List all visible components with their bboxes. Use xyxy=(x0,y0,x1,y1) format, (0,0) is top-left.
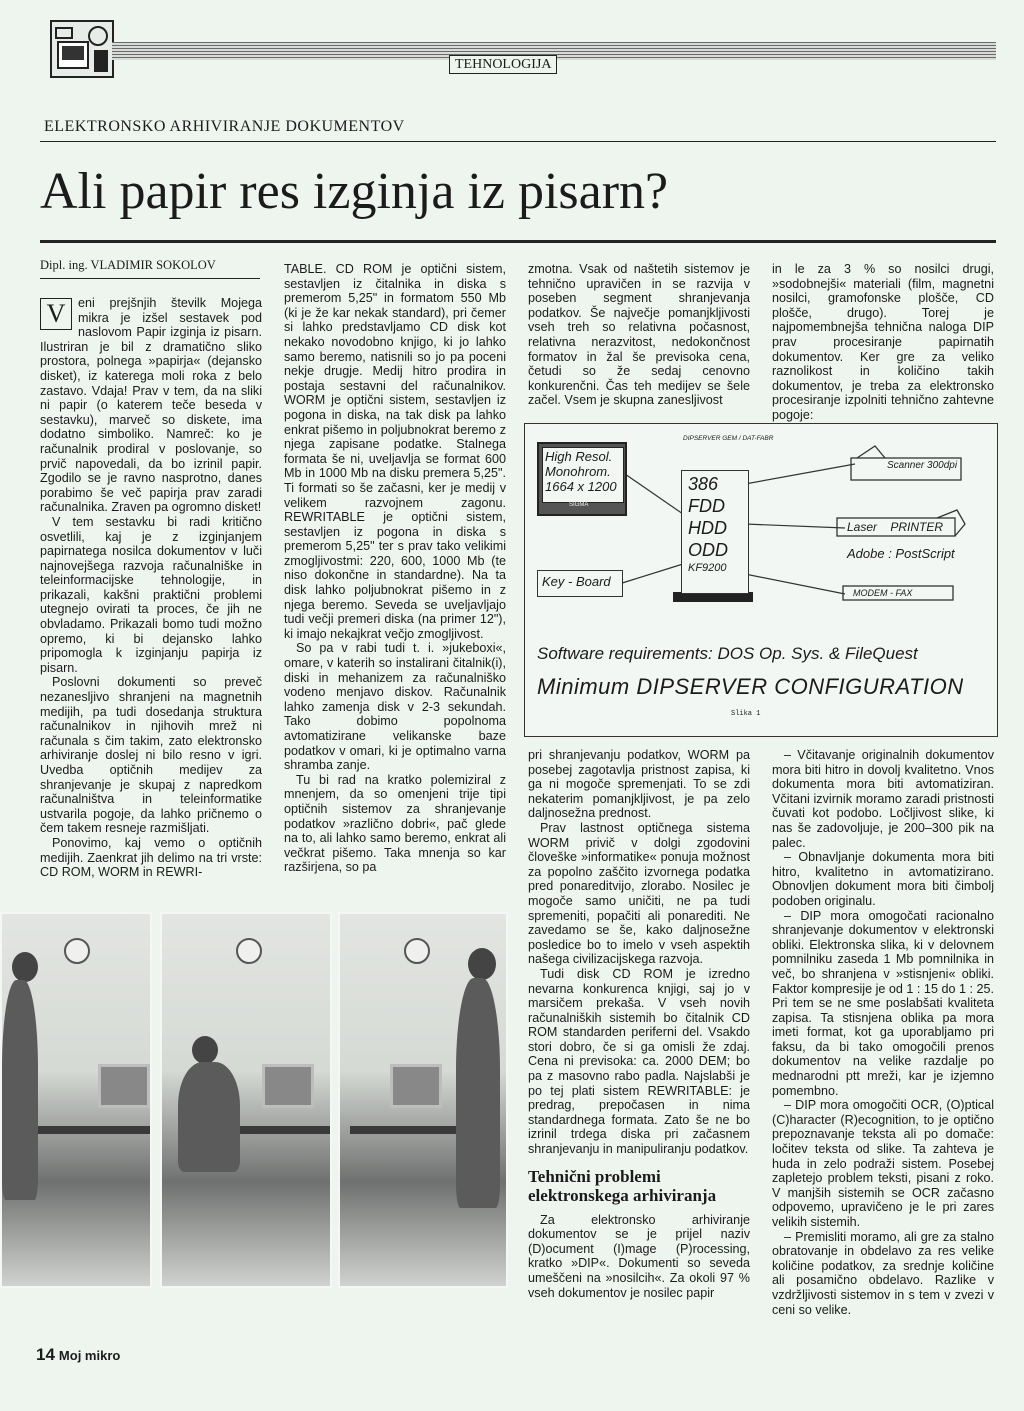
photo-sequence xyxy=(0,912,504,1284)
paragraph: So pa v rabi tudi t. i. »jukeboxi«, omare, v katerih so instalirani čitalnik(i), diski in mehanizem za računalniško vodeno menjavo diskov. Računalnik lahko zamenja disk v 2-3 sekundah. Tako dobimo popolnoma avtomatizirane velikanske baze podatkov v omari, ki je optimalno varna shramba zanje. xyxy=(284,641,506,773)
paragraph: – Obnavljanje dokumenta mora biti hitro, kvalitetno in avtomatizirano. Obnovljen dokument mora biti čimbolj podoben originalu. xyxy=(772,850,994,908)
standing-woman xyxy=(2,980,38,1200)
figure-dipserver-configuration xyxy=(524,423,998,737)
minimum-configuration: Minimum DIPSERVER CONFIGURATION xyxy=(537,674,964,699)
paragraph: V tem sestavku bi radi kritično osvetlili, kaj je z izginjanjem papirnatega nosilca dokumentov v luči najnovejšega razvoja računalniške in teleinformacijske tehnologije, in prikazali, kakšni praktični problemi utegnejo ovirati ta proces, če jih ne obvladamo. Prikazali bomo tudi možno opremo, ki bi dejansko lahko pripomogla k izginjanju papirja iz pisarn. xyxy=(40,514,262,675)
paragraph: pri shranjevanju podatkov, WORM pa posebej zagotavlja pristnost zapisa, ki ga ni mogoče spremenjati. To se zdi nekaterim pomanjkljivost, je pa zelo daljnosežna prednost. xyxy=(528,748,750,821)
paragraph: Ponovimo, kaj vemo o optičnih medijih. Zaenkrat jih delimo na tri vrste: CD ROM, WORM in REWRI- xyxy=(40,835,262,880)
standing-woman xyxy=(456,978,500,1208)
screen-brand: SIGMA xyxy=(569,502,589,508)
paragraph: Prav lastnost optičnega sistema WORM privič v dolgi zgodovini človeške »informatike« ponuja možnost za popolno zaščito izvornega podatka pred ponareditvijo, zlorabo. Nosilec je mogoče samo uničiti, ne pa tudi spremeniti, popačiti ali ponarediti. Ne zavedamo se še, kako daljnosežne posledice bo to imelo v vseh aspektih našega civilizacijskega razvoja. xyxy=(528,820,750,967)
byline: Dipl. ing. VLADIMIR SOKOLOV xyxy=(40,258,216,272)
magazine-name: Moj mikro xyxy=(58,1348,121,1363)
photo-panel-3 xyxy=(338,912,508,1288)
figure-caption: Slika 1 xyxy=(731,710,761,718)
photo-panel-1 xyxy=(0,912,152,1288)
screen-spec-line: 1664 x 1200 xyxy=(545,479,617,494)
laser-label: Laser PRINTER xyxy=(847,520,944,534)
pc-spec-line: FDD xyxy=(688,496,725,516)
paragraph: TABLE. CD ROM je optični sistem, sestavljen iz čitalnika in diska s premerom 5,25" in formatom 550 Mb (ki je že kar nekak standard), pri čemer si lahko predstavljamo CD disk kot nekako novodobno knjigo, ki jo lahko samo beremo, natisnili so jo pa poceni nekje drugje. Medij hitro prodira in postaja sestavni del računalnikov. WORM je optični sistem, sestavljen iz pogona in diska, na tak disk pa lahko enkrat pišemo in poljubnokrat beremo z njega zapisane podatke. Stalnega formata še ni, uveljavlja se format 600 Mb in 1000 Mb na disku premera 5,25". Ti formati so še začasni, ker je medij v velikem razvojnem zagonu. REWRITABLE je optični sistem, sestavljen iz pogona in diska s premerom 5,25" ter s prav tako velikimi zmogljivostmi: 220, 600, 1000 Mb (te niso dokončne in standardne). Na ta disk lahko poljubnokrat pišemo in z njega beremo. Seveda se uveljavljajo tudi večji premeri diska (na primer 12"), ki imajo nekajkrat večjo zmogljivost. xyxy=(284,262,506,641)
screen-box xyxy=(537,442,627,516)
clock-icon xyxy=(404,938,430,964)
paragraph: Za elektronsko arhiviranje dokumentov se je prijel naziv (D)ocument (I)mage (P)rocessing, kratko »DIP«. Dokumenti so seveda umeščeni na »nosilcih«. Za okoli 97 % vseh dokumentov je nosilec papir xyxy=(528,1212,750,1300)
drop-cap: V xyxy=(40,298,72,330)
paragraph: Poslovni dokumenti so preveč nezanesljivo shranjeni na magnetnih medijih, pa tudi dosedanja struktura računalnikov in njihovih mrež ni računala s čim takim, zato elektronsko arhiviranje doslej ni bilo resno v igri. Uvedba optičnih medijev za shranjevanje je skupaj z napredkom računalništva in teleinformatike ustvarila pogoje, da lahko pričnemo o čem takem resneje razmišljati. xyxy=(40,675,262,836)
byline-rule xyxy=(40,278,260,279)
scanner-label: Scanner 300dpi xyxy=(887,460,958,471)
pc-spec-line: 386 xyxy=(688,474,719,494)
pc-box xyxy=(681,470,749,594)
paragraph: V eni prejšnjih številk Mojega mikra je izšel sestavek pod naslovom Papir izginja iz pisarn. Ilustriran je bil z dramatično sliko prostora, polnega »papirja« (dejansko disket), iz katerega moli roka z belo zastavo. Vdaja! Prav v tem, da na sliki ni papir (o katerem teče beseda v sestavku), marveč so diskete, ima dodatno simboliko. Namreč: ko je računalnik prodiral v poslovanje, so prvič napovedali, da bo izrinil papir. Zgodilo se je ravno nasprotno, danes porabimo še več papirja prav zaradi računalnika. Zraven pa ogromno disket! xyxy=(40,296,262,515)
screen-spec-line: Monohrom. xyxy=(545,464,611,479)
photo-panel-2 xyxy=(160,912,332,1288)
clock-icon xyxy=(64,938,90,964)
clock-icon xyxy=(236,938,262,964)
paragraph: Tu bi rad na kratko polemiziral z mnenjem, da so omenjeni trije tipi optičnih sistemov za shranjevanje podatkov »različno dobri«, pač glede na to, ali lahko samo beremo, enkrat ali večkrat pišemo. Taka mnenja so kar razširjena, so pa xyxy=(284,772,506,875)
paragraph: Tudi disk CD ROM je izredno nevarna konkurenca knjigi, saj jo v marsičem prekaša. V vseh novih računalniških sistemih bo čitalnik CD ROM standarden periferni del. Vsakdo stori dobro, če si ga omisli že zdaj. Cena ni previsoka: ca. 2000 DEM; bo pa z masovno rabo padla. Najslabši je po tej plati sistem REWRITABLE: je predrag, prepočasen in nima standardnega formata. Zato še ne bo izrinil trdega diska pri začasnem shranjevanju in manipuliranju podatkov. xyxy=(528,966,750,1157)
software-requirements: Software requirements: DOS Op. Sys. & FileQuest xyxy=(537,644,918,663)
adobe-label: Adobe : PostScript xyxy=(847,546,955,561)
pc-spec-line: ODD xyxy=(688,540,728,560)
page-footer xyxy=(36,1345,120,1365)
column-3-top xyxy=(528,262,750,408)
paragraph: – Premisliti moramo, ali gre za stalno obratovanje in obdelavo za res velike količine podatkov, za srednje količine ali posamično obdelavo. Razlike v vzdržljivosti sistemov in s tem v zvezi v ceni so velike. xyxy=(772,1229,994,1317)
column-3-bottom xyxy=(528,748,750,1300)
kicker-rule xyxy=(40,141,996,142)
paragraph: – DIP mora omogočati racionalno shranjevanje dokumentov v elektronski obliki. Elektronska slika, ki v delovnem pomnilniku zaseda 1 Mb pomnilnika in več, bo shranjena v »stisnjeni« obliki. Faktor kompresije je od 1 : 15 do 1 : 25. Pri tem se ne sme poslabšati kvaliteta zapisa. Ta stisnjena oblika pa mora imeti format, kot ga uporabljamo pri faksu, da bi tako omogočili prenos dokumentov na velike razdalje po mednarodni ptt mreži, kar je izjemno pomembno. xyxy=(772,908,994,1098)
seated-woman xyxy=(178,1062,240,1172)
column-4-bottom xyxy=(772,748,994,1317)
subheading: Tehnični problemi elektronskega arhiviranja xyxy=(528,1166,717,1205)
kicker: ELEKTRONSKO ARHIVIRANJE DOKUMENTOV xyxy=(44,118,405,135)
column-2 xyxy=(284,262,506,875)
screen-spec-line: High Resol. xyxy=(545,449,613,464)
diagram-label-top: DIPSERVER GEM / DAT-FABR xyxy=(683,435,774,442)
section-label: TEHNOLOGIJA xyxy=(449,55,557,74)
paragraph: in le za 3 % so nosilci drugi, »sodobnejši« materiali (film, magnetni nosilci, gramofonske plošče, CD plošče, drugo). Torej je najpomembnejša tehnična naloga DIP prav procesiranje papirnatih dokumentov. Ker gre za veliko raznolikost in količino takih dokumentov, je treba za elektronsko procesiranje izpolniti tehnično zahtevne pogoje: xyxy=(772,262,994,422)
column-1 xyxy=(40,296,262,880)
paragraph: – Včitavanje originalnih dokumentov mora biti hitro in dovolj kvalitetno. Vnos dokumenta mora biti avtomatiziran. Včitani izvirnik moramo zaradi pristnosti čuvati kot podobo. Ločljivost slike, ki nas še zadovoljuje, je 200–300 pik na palec. xyxy=(772,748,994,850)
keyboard-box: Key - Board xyxy=(537,570,623,597)
title-rule xyxy=(40,240,996,243)
paragraph: zmotna. Vsak od naštetih sistemov je tehnično upravičen in se razvija v poseben segment shranjevanja podatkov. Še največje pomanjkljivosti vseh treh so relativna počasnost, relativna nerazvitost, nedokončnost formatov in žal še previsoka cena, četudi so že sedaj cenovno konkurenčni. Čas teh medijev se šele začel. Vsem je skupna zanesljivost xyxy=(528,262,750,408)
column-4-top xyxy=(772,262,994,423)
modem-label: MODEM - FAX xyxy=(853,588,913,598)
page-number: 14 xyxy=(36,1345,55,1364)
pc-model: KF9200 xyxy=(688,562,727,574)
pc-spec-line: HDD xyxy=(688,518,727,538)
article-title: Ali papir res izginja iz pisarn? xyxy=(40,163,669,220)
section-logo-icon xyxy=(50,20,114,78)
paragraph: – DIP mora omogočiti OCR, (O)ptical (C)haracter (R)ecognition, to je optično prepoznavanje teksta ali po domače: ločitev teksta od slike. Ta zahteva je huda in zelo podraži sistem. Posebej zapletejo problem teksti, pisani z roko. V manjših sistemih se OCR začasno odpovemo, upravičeno je le pri zares velikih sistemih. xyxy=(772,1098,994,1229)
